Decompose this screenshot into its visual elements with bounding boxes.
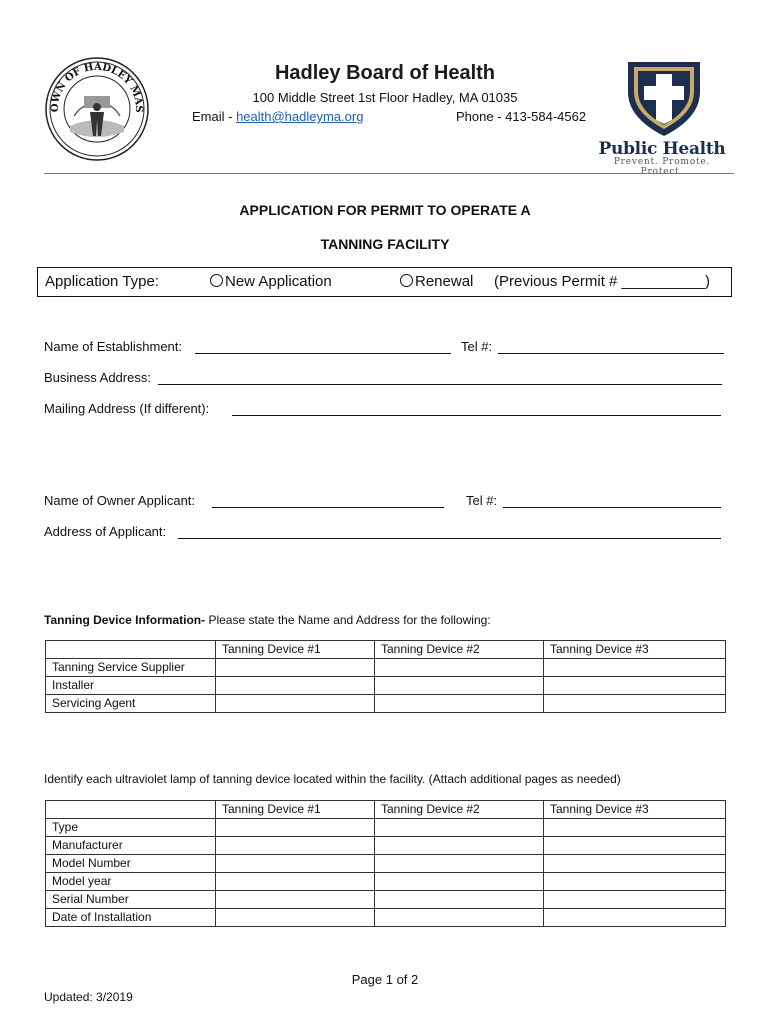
input-cell[interactable]: [544, 909, 726, 927]
town-seal: [44, 56, 150, 162]
establishment-tel-label: Tel #:: [461, 339, 493, 354]
input-cell[interactable]: [216, 819, 375, 837]
table-header-row: [46, 641, 726, 659]
previous-permit-field[interactable]: (Previous Permit # __________): [494, 273, 710, 290]
application-type-label: Application Type:: [45, 273, 159, 290]
input-cell[interactable]: [544, 695, 726, 713]
logo-name: Public Health: [598, 139, 726, 159]
applicant-address-field[interactable]: [178, 538, 721, 539]
input-cell[interactable]: [375, 909, 544, 927]
new-application-label: New Application: [225, 273, 332, 290]
input-cell[interactable]: [375, 695, 544, 713]
row-label: Type: [46, 819, 216, 837]
input-cell[interactable]: [544, 819, 726, 837]
row-label: Installer: [46, 677, 216, 695]
establishment-name-label: Name of Establishment:: [44, 339, 183, 354]
input-cell[interactable]: [216, 891, 375, 909]
table-header-cell: Tanning Device #1: [216, 801, 375, 819]
table-header-cell: Tanning Device #2: [375, 801, 544, 819]
input-cell[interactable]: [216, 873, 375, 891]
table-row: [46, 891, 726, 909]
row-label: Model year: [46, 873, 216, 891]
device-info-table: [45, 640, 726, 713]
input-cell[interactable]: [216, 837, 375, 855]
table-row: [46, 873, 726, 891]
uv-lamp-intro: Identify each ultraviolet lamp of tanning device located within the facility. (Attach additional pages as needed): [44, 772, 621, 786]
email-link[interactable]: health@hadleyma.org: [236, 109, 364, 124]
input-cell[interactable]: [216, 855, 375, 873]
form-subtitle: TANNING FACILITY: [320, 236, 450, 252]
table-header-cell: [46, 641, 216, 659]
table-header-cell: [46, 801, 216, 819]
device-info-heading: [44, 613, 491, 627]
owner-tel-label: Tel #:: [466, 493, 498, 508]
radio-icon[interactable]: [210, 274, 223, 287]
input-cell[interactable]: [544, 677, 726, 695]
table-header-row: [46, 801, 726, 819]
row-label: Date of Installation: [46, 909, 216, 927]
application-type-box: [37, 267, 732, 297]
renewal-option[interactable]: [400, 273, 473, 290]
radio-icon[interactable]: [400, 274, 413, 287]
input-cell[interactable]: [375, 837, 544, 855]
form-title: APPLICATION FOR PERMIT TO OPERATE A: [239, 202, 531, 218]
input-cell[interactable]: [375, 677, 544, 695]
row-label: Servicing Agent: [46, 695, 216, 713]
establishment-tel-field[interactable]: [498, 353, 724, 354]
email-label: Email -: [192, 109, 237, 124]
input-cell[interactable]: [544, 855, 726, 873]
table-row: [46, 837, 726, 855]
device-info-heading-rest: Please state the Name and Address for the following:: [205, 613, 491, 627]
phone: Phone - 413-584-4562: [456, 109, 587, 124]
email-line: [192, 109, 363, 124]
input-cell[interactable]: [544, 659, 726, 677]
input-cell[interactable]: [216, 909, 375, 927]
row-label: Serial Number: [46, 891, 216, 909]
input-cell[interactable]: [544, 891, 726, 909]
updated-date: Updated: 3/2019: [44, 990, 133, 1004]
org-address: 100 Middle Street 1st Floor Hadley, MA 01035: [252, 90, 518, 105]
business-address-field[interactable]: [158, 384, 722, 385]
business-address-label: Business Address:: [44, 370, 151, 385]
table-header-cell: Tanning Device #3: [544, 641, 726, 659]
input-cell[interactable]: [375, 891, 544, 909]
header-divider: [44, 173, 734, 174]
shield-cross-icon: [598, 56, 730, 140]
seal-text: OWN OF HADLEY MAS: [49, 61, 145, 113]
table-header-cell: Tanning Device #2: [375, 641, 544, 659]
input-cell[interactable]: [216, 695, 375, 713]
table-row: [46, 659, 726, 677]
input-cell[interactable]: [375, 819, 544, 837]
device-info-heading-bold: Tanning Device Information-: [44, 613, 206, 627]
table-row: [46, 695, 726, 713]
owner-name-field[interactable]: [212, 507, 444, 508]
table-row: [46, 909, 726, 927]
row-label: Model Number: [46, 855, 216, 873]
renewal-label: Renewal: [415, 273, 474, 290]
table-row: [46, 677, 726, 695]
mailing-address-field[interactable]: [232, 415, 721, 416]
page-number: Page 1 of 2: [351, 972, 419, 987]
mailing-address-label: Mailing Address (If different):: [44, 401, 210, 416]
row-label: Manufacturer: [46, 837, 216, 855]
table-header-cell: Tanning Device #1: [216, 641, 375, 659]
input-cell[interactable]: [544, 873, 726, 891]
input-cell[interactable]: [375, 855, 544, 873]
input-cell[interactable]: [216, 659, 375, 677]
input-cell[interactable]: [216, 677, 375, 695]
input-cell[interactable]: [375, 873, 544, 891]
logo-tagline: Prevent. Promote. Protect.: [613, 157, 711, 177]
new-application-option[interactable]: [210, 273, 332, 290]
owner-tel-field[interactable]: [503, 507, 721, 508]
input-cell[interactable]: [544, 837, 726, 855]
org-title: Hadley Board of Health: [274, 62, 496, 84]
table-header-cell: Tanning Device #3: [544, 801, 726, 819]
establishment-name-field[interactable]: [195, 353, 451, 354]
uv-lamp-table: [45, 800, 726, 927]
row-label: Tanning Service Supplier: [46, 659, 216, 677]
owner-name-label: Name of Owner Applicant:: [44, 493, 196, 508]
table-row: [46, 819, 726, 837]
applicant-address-label: Address of Applicant:: [44, 524, 167, 539]
input-cell[interactable]: [375, 659, 544, 677]
table-row: [46, 855, 726, 873]
